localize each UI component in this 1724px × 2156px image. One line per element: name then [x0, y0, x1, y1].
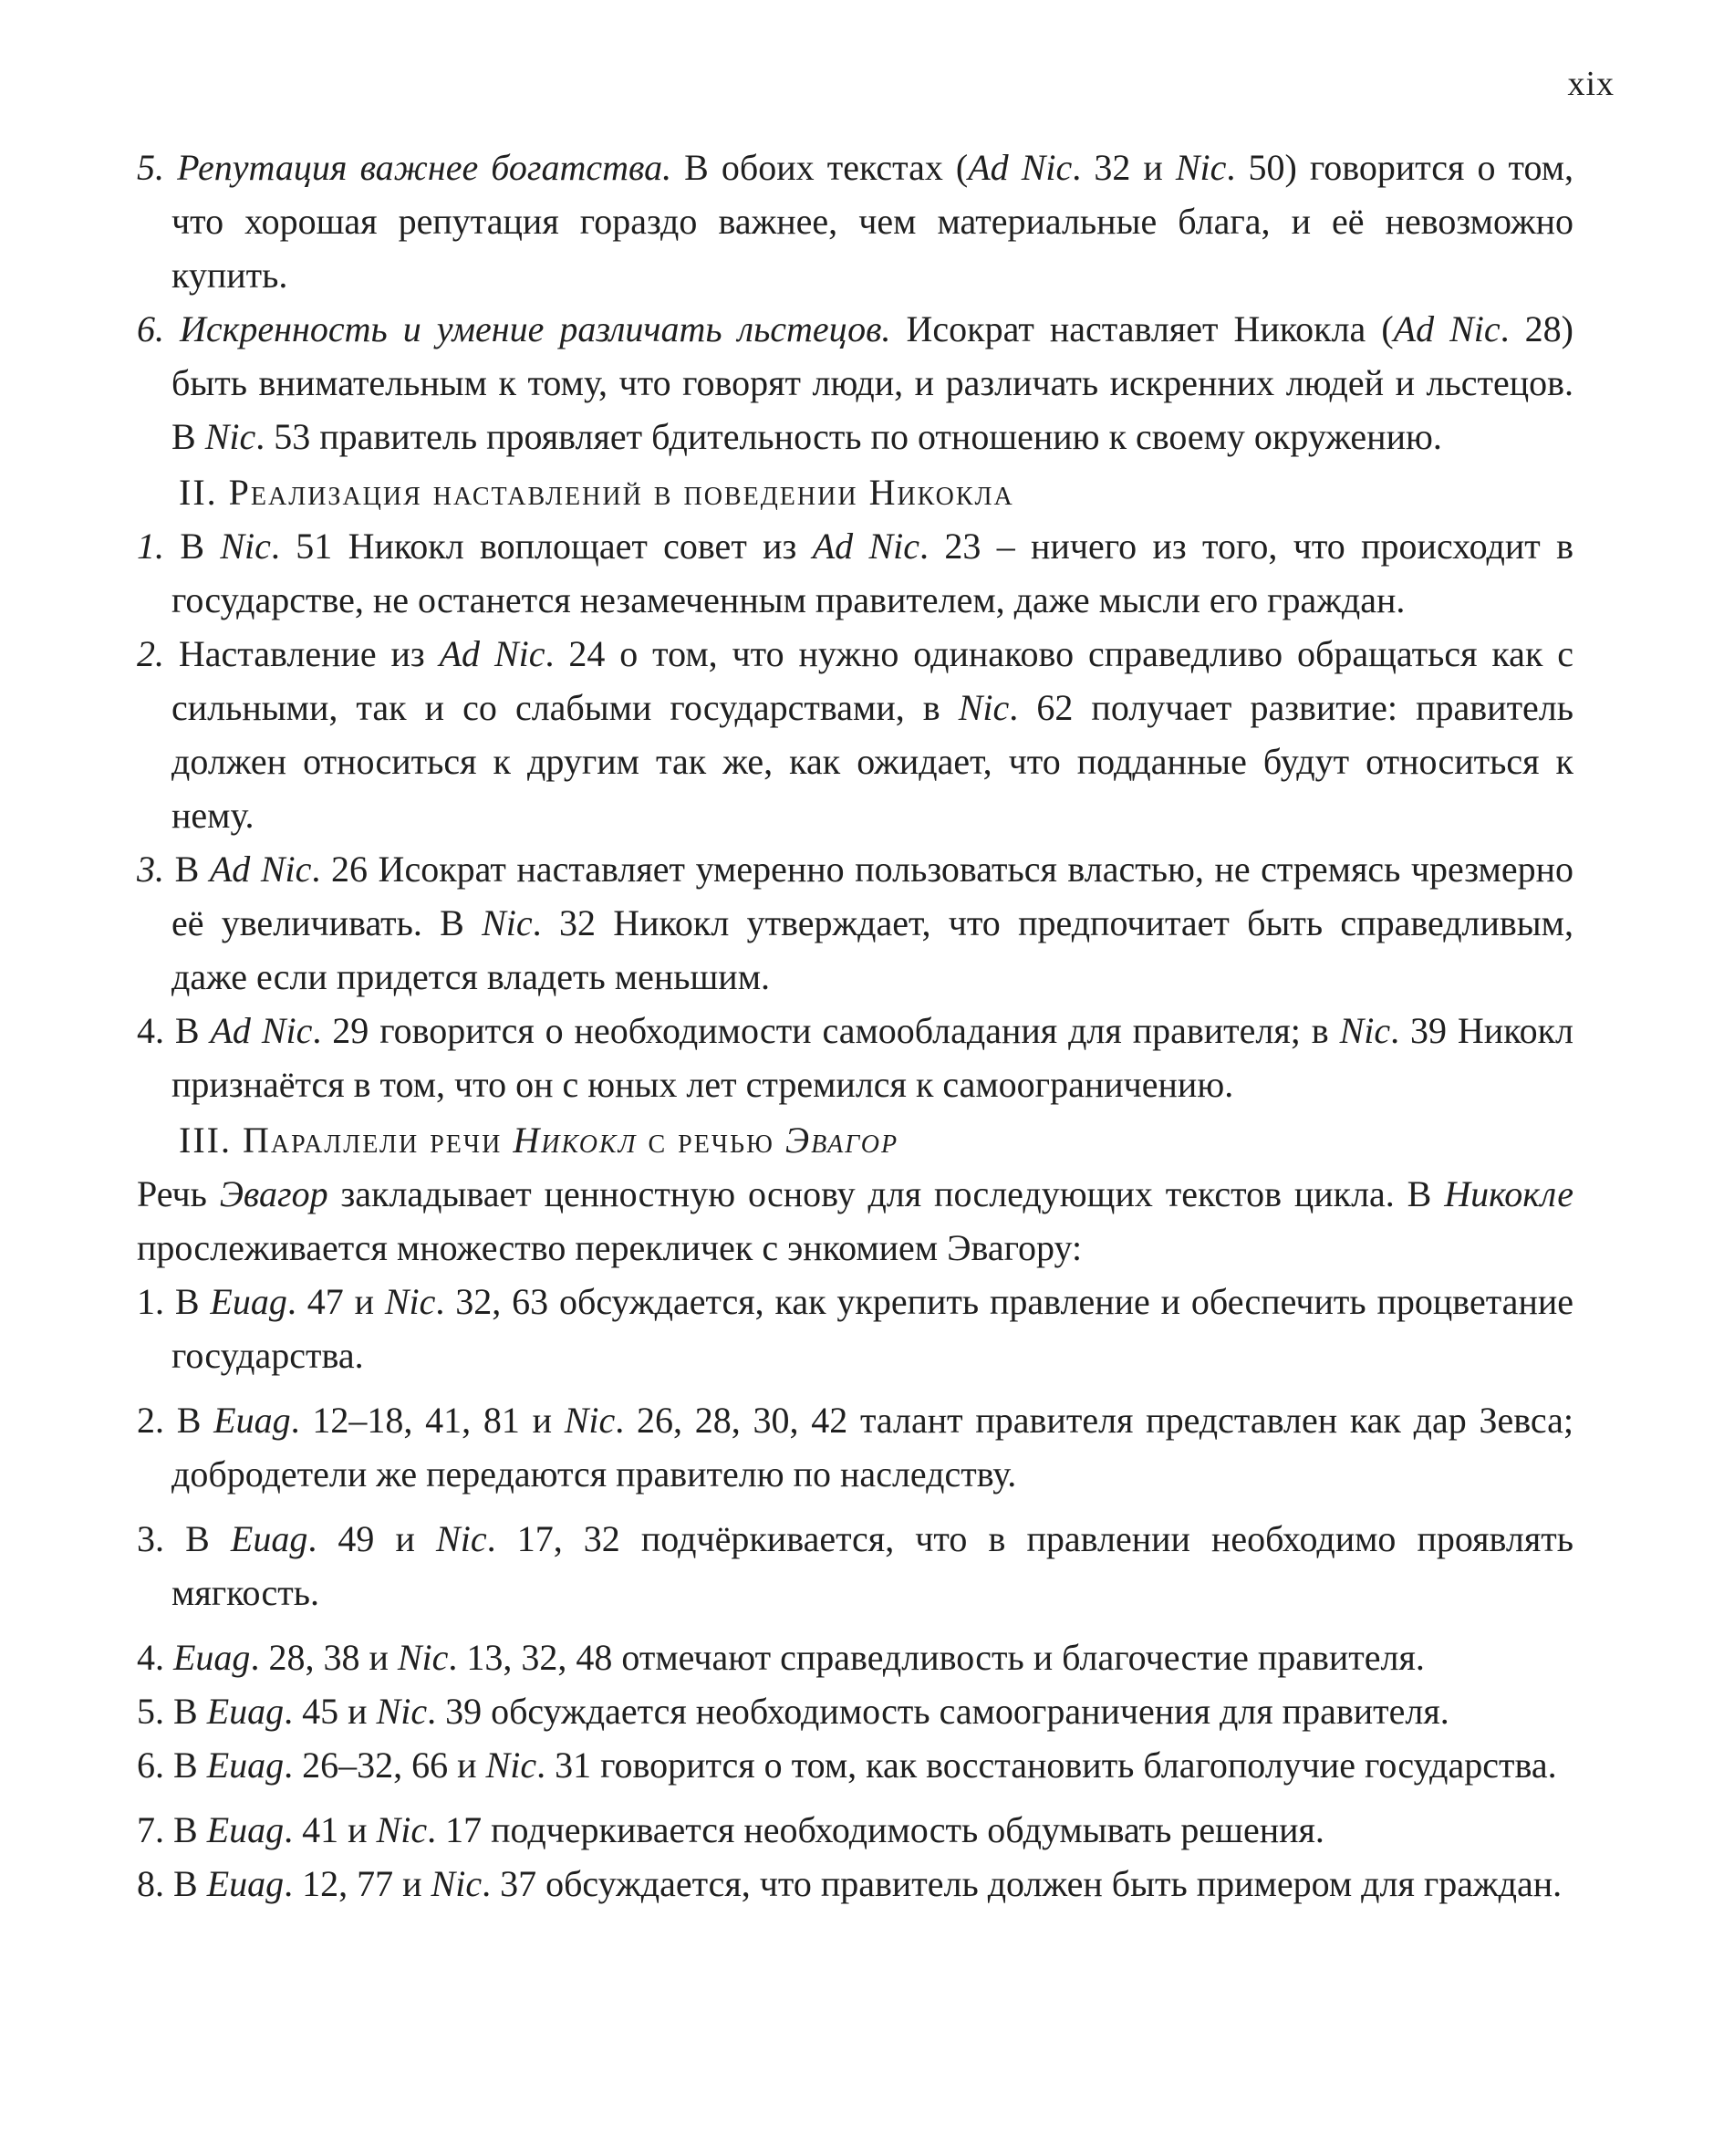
list-item-s2-1: 1. В Nic. 51 Никокл воплощает совет из Ad Nic. 23 – ничего из того, что происходит в государстве, не останется незамеченным правителем, даже мысли его граждан.	[137, 526, 1573, 620]
work-reference: Nic	[376, 1809, 428, 1850]
work-reference: Euag	[206, 1863, 285, 1904]
list-item-s3-7: 7. В Euag. 41 и Nic. 17 подчеркивается необходимость обдумывать решения.	[137, 1809, 1324, 1850]
item-number: 1.	[137, 526, 164, 567]
work-title: Эвагор	[784, 1120, 899, 1161]
list-item-s2-4: 4. В Ad Nic. 29 говорится о необходимости самообладания для правителя; в Nic. 39 Никокл признаётся в том, что он с юных лет стремился к самоограничению.	[137, 1010, 1574, 1105]
list-item-s3-6: 6. В Euag. 26–32, 66 и Nic. 31 говорится о том, как восстановить благополучие государства.	[137, 1745, 1557, 1786]
work-reference: Euag	[210, 1281, 287, 1322]
work-reference: Nic	[564, 1400, 616, 1441]
page-body	[137, 64, 1615, 1911]
work-reference: Nic	[431, 1863, 483, 1904]
work-reference: Nic	[376, 1691, 428, 1732]
item-number: 6.	[137, 1745, 164, 1786]
list-item-s2-2: 2. Наставление из Ad Nic. 24 о том, что нужно одинаково справедливо обращаться как с сильными, так и со слабыми государствами, в Nic. 62 получает развитие: правитель должен относиться к другим так же, как ожидает, что подданные будут относиться к нему.	[137, 633, 1574, 836]
item-number: 3.	[137, 1518, 164, 1559]
item-number: 1.	[137, 1281, 164, 1322]
work-reference: Nic	[958, 687, 1010, 728]
item-number: 5.	[137, 147, 164, 188]
work-reference: Nic	[436, 1518, 487, 1559]
list-item-s3-3: 3. В Euag. 49 и Nic. 17, 32 подчёркивается, что в правлении необходимо проявлять мягкость.	[137, 1518, 1573, 1613]
work-reference: Ad Nic	[968, 147, 1073, 188]
section-heading-2: II. Реализация наставлений в поведении Никокла	[179, 472, 1014, 513]
work-reference: Nic	[204, 416, 256, 457]
list-item-s3-1: 1. В Euag. 47 и Nic. 32, 63 обсуждается, как укрепить правление и обеспечить процветание государства.	[137, 1281, 1574, 1376]
list-item-s1-6: 6. Искренность и умение различать льстецов. Исократ наставляет Никокла (Ad Nic. 28) быть внимательным к тому, что говорят люди, и различать искренних людей и льстецов. В Nic. 53 правитель проявляет бдительность по отношению к своему окружению.	[137, 308, 1574, 457]
list-item-s1-5: 5. Репутация важнее богатства. В обоих текстах (Ad Nic. 32 и Nic. 50) говорится о том, что хорошая репутация гораздо важнее, чем материальные блага, и её невозможно купить.	[137, 147, 1574, 296]
list-item-s3-2: 2. В Euag. 12–18, 41, 81 и Nic. 26, 28, 30, 42 талант правителя представлен как дар Зевса; добродетели же передаются правителю по наследству.	[137, 1400, 1574, 1495]
work-reference: Nic	[220, 526, 271, 567]
work-reference: Euag	[206, 1809, 285, 1850]
work-reference: Nic	[384, 1281, 436, 1322]
work-reference: Euag	[206, 1745, 285, 1786]
item-number: 2.	[137, 633, 164, 674]
intro-paragraph: Речь Эвагор закладывает ценностную основу для последующих текстов цикла. В Никокле прослеживается множество перекличек с энкомием Эвагору:	[137, 1173, 1573, 1268]
list-item-s3-5: 5. В Euag. 45 и Nic. 39 обсуждается необходимость самоограничения для правителя.	[137, 1691, 1449, 1732]
work-reference: Ad Nic	[210, 1010, 313, 1051]
work-reference: Euag	[206, 1691, 285, 1732]
work-reference: Nic	[397, 1637, 449, 1678]
item-number: 8.	[137, 1863, 164, 1904]
work-title: Эвагор	[219, 1173, 328, 1214]
list-item-s3-4: 4. Euag. 28, 38 и Nic. 13, 32, 48 отмечают справедливость и благочестие правителя.	[137, 1637, 1425, 1678]
work-reference: Nic	[1175, 147, 1227, 188]
work-reference: Nic	[482, 902, 533, 943]
work-reference: Euag	[230, 1518, 308, 1559]
section-heading-3: III. Параллели речи Никокл с речью Эвагор	[179, 1120, 899, 1161]
work-reference: Nic	[485, 1745, 537, 1786]
work-reference: Euag	[213, 1400, 291, 1441]
work-reference: Ad Nic	[812, 526, 920, 567]
work-title: Никокле	[1444, 1173, 1573, 1214]
list-item-s2-3: 3. В Ad Nic. 26 Исократ наставляет умеренно пользоваться властью, не стремясь чрезмерно её увеличивать. В Nic. 32 Никокл утверждает, что предпочитает быть справедливым, даже если придется владеть меньшим.	[137, 849, 1573, 997]
item-number: 5.	[137, 1691, 164, 1732]
item-number: 6.	[137, 308, 164, 349]
page-number: xix	[1567, 65, 1615, 103]
work-reference: Euag	[173, 1637, 251, 1678]
work-reference: Nic	[1339, 1010, 1391, 1051]
work-reference: Ad Nic	[1393, 308, 1501, 349]
item-number: 7.	[137, 1809, 164, 1850]
item-title: Репутация важнее богатства.	[177, 147, 672, 188]
work-title: Никокл	[513, 1120, 638, 1161]
list-item-s3-8: 8. В Euag. 12, 77 и Nic. 37 обсуждается, что правитель должен быть примером для граждан.	[137, 1863, 1563, 1904]
work-reference: Ad Nic	[439, 633, 545, 674]
item-number: 3.	[137, 849, 164, 890]
work-reference: Ad Nic	[209, 849, 312, 890]
item-number: 2.	[137, 1400, 164, 1441]
item-number: 4.	[137, 1010, 164, 1051]
item-title: Искренность и умение различать льстецов.	[180, 308, 891, 349]
item-number: 4.	[137, 1637, 164, 1678]
